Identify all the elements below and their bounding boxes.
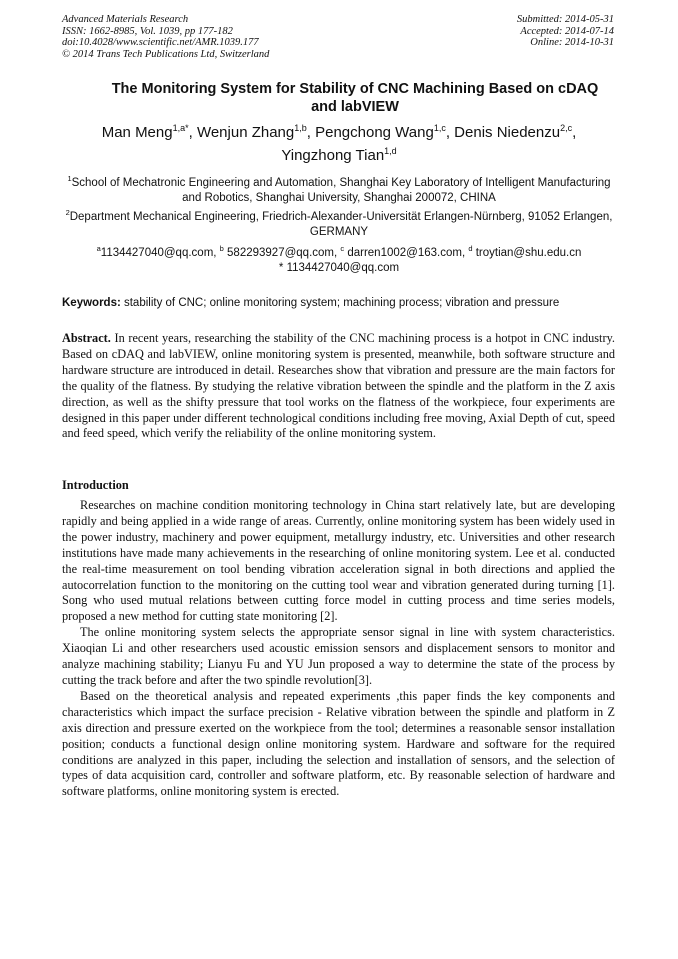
section-heading-introduction: Introduction <box>62 478 129 492</box>
keywords-label: Keywords: <box>62 297 121 309</box>
paragraph: Researches on machine condition monitoring technology in China start relatively late, but are developing rapidly and being applied in a wide range of areas. Currently, online monitoring system has been widely used in the power industry, machinery and power equipment, metallurgy industry, etc. Universities and other research institutions have made many achievements in the researching of online monitoring system. Lee et al. conducted the real-time measurement on tool bending vibration acceleration signal in both directions and applied the autocorrelation function to the monitoring on the cutting tool wear and vibration generated during turning [1]. Song who used mutual relations between cutting force model in cutting process and time series models, proposed a new method for cutting state monitoring [2]. <box>62 498 615 624</box>
affiliation-2: $^2$Department Mechanical Engineering, Friedrich-Alexander-Universität Erlangen-Nürnberg, 91052 Erlangen, GERMANY <box>65 208 613 238</box>
paragraph: Based on the theoretical analysis and repeated experiments ,this paper finds the key components and characteristics which impact the surface precision - Relative vibration between the spindle and platform in Z axis direction and pressure exerted on the workpiece from the tool; determines a reasonable sensor installation position; conducts a functional design online monitoring system. Hardware and software for the required conditions are analyzed in this paper, including the selection and installation of sensors, and the selection of types of data acquisition card, controller and software platform, etc. By reasonable selection of hardware and software platforms, online monitoring system is erected. <box>62 688 615 799</box>
author-list <box>62 121 616 167</box>
email: $^c$ darren1002@163.com, <box>340 244 469 259</box>
author-emails <box>62 246 616 275</box>
email: $^a$1134427040@qq.com, <box>96 244 220 259</box>
author: Denis Niedenzu$^{2,c}$, <box>454 123 577 141</box>
author: Yingzhong Tian$^{1,d}$ <box>281 146 397 164</box>
submission-dates <box>517 14 614 49</box>
journal-issn: ISSN: 1662-8985, Vol. 1039, pp 177-182 <box>62 25 233 37</box>
keywords <box>62 296 616 310</box>
journal-copyright: © 2014 Trans Tech Publications Ltd, Switzerland <box>62 48 270 60</box>
keywords-text: stability of CNC; online monitoring system; machining process; vibration and pressure <box>120 297 560 309</box>
paragraph: The online monitoring system selects the appropriate sensor signal in line with system characteristics. Xiaoqian Li and other researchers used acoustic emission sensors and displacement sensors to monitor and analyze machining stability; Lianyu Fu and YU Jun proposed a way to determine the state of the process by cutting the track before and after the two spindle revolution[3]. <box>62 625 615 687</box>
journal-name: Advanced Materials Research <box>62 14 189 25</box>
author: Wenjun Zhang$^{1,b}$, <box>196 123 316 141</box>
abstract-text: In recent years, researching the stability of the CNC machining process is a hotpot in CNC industry. Based on cDAQ and labVIEW, online monitoring system is presented, meanwhile, both software structure and hardware structure are introduced in detail. Researches show that vibration and pressure are the main factors for the quality of the flatness. By studying the relative vibration between the spindle and the platform in the Z axis direction, as well as the shifty pressure that tool works on the flatness of the workpiece, four experiments are designed in this paper under different technological conditions including free moving, Axial Depth of cut, speed and feed speed, which verify the reliability of the online monitoring system. <box>62 331 615 441</box>
email: $^b$ 582293927@qq.com, <box>219 244 341 259</box>
author: Man Meng$^{1,a*}$, <box>101 123 197 141</box>
email: $^d$ troytian@shu.edu.cn <box>468 244 582 259</box>
journal-info <box>62 14 269 60</box>
journal-doi: doi:10.4028/www.scientific.net/AMR.1039.177 <box>62 37 259 48</box>
submitted-date: Submitted: 2014-05-31 <box>516 14 614 25</box>
online-date: Online: 2014-10-31 <box>530 37 614 48</box>
abstract <box>62 331 615 442</box>
author: Pengchong Wang$^{1,c}$, <box>315 123 455 141</box>
abstract-label: Abstract. <box>62 331 111 345</box>
corresponding-email: * 1134427040@qq.com <box>278 261 400 274</box>
affiliation-1: $^1$School of Mechatronic Engineering and Automation, Shanghai Key Laboratory of Intelligent Manufacturing and Robotics, Shanghai University, Shanghai 200072, CHINA <box>67 174 611 204</box>
accepted-date: Accepted: 2014-07-14 <box>520 25 614 37</box>
introduction-body <box>62 498 615 800</box>
paper-title: The Monitoring System for Stability of CNC Machining Based on cDAQ and labVIEW <box>111 81 599 115</box>
